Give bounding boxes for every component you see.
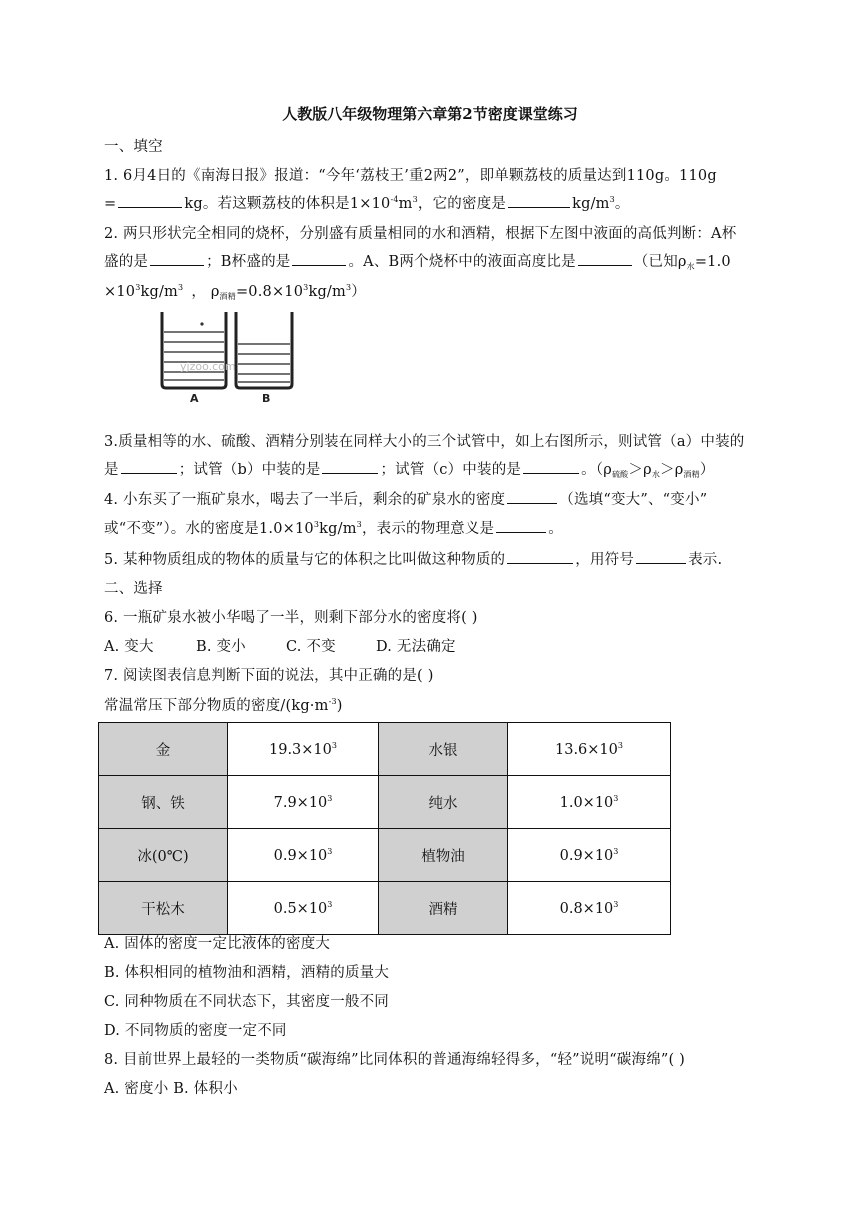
watermark: yjzoo.com [180,360,236,373]
superscript: 3 [356,520,362,529]
superscript: 3 [331,740,337,750]
superscript: 3 [609,195,615,204]
superscript: 3 [613,793,619,803]
table-cell-substance: 钢、铁 [99,776,228,829]
beaker-b [236,312,292,388]
choice-option[interactable]: B. 变小 [196,639,246,655]
text-run: ＞ρ [660,462,684,478]
text-run: kg/m [572,196,610,212]
superscript: 3 [327,899,333,909]
superscript: 3 [135,283,141,292]
table-cell-value [508,723,671,776]
text-run: （选填“变大”、“变小” [559,492,708,508]
table-cell-substance: 金 [99,723,228,776]
table-row [99,723,671,776]
answer-blank[interactable] [322,459,378,474]
table-cell-value [228,829,379,882]
table-cell-substance: 纯水 [379,776,508,829]
text-run: ，表示的物理意义是 [361,521,495,537]
table-cell-value [228,776,379,829]
question-3-text: 3.质量相等的水、硫酸、酒精分别装在同样大小的三个试管中，如上右图所示，则试管（a）中装的 [104,434,745,450]
text-run: 或“不变”）。水的密度是1.0×10 [104,521,314,537]
question-1-line-1 [104,164,717,185]
question-8-text: 8. 目前世界上最轻的一类物质“碳海绵”比同体积的普通海绵轻得多，“轻”说明“碳海绵”( ) [104,1052,686,1068]
table-cell-value [508,776,671,829]
answer-blank[interactable] [121,459,177,474]
text-run: 0.8×10 [559,900,614,917]
table-cell-substance: 水银 [379,723,508,776]
answer-blank[interactable] [508,193,570,208]
text-run: ；试管（b）中装的是 [178,462,321,478]
question-4-line-2 [104,517,563,538]
text-run: 0.9×10 [273,847,328,864]
text-run: ＞ρ [628,462,652,478]
text-run: =1.0 [694,254,731,270]
text-run: 4. 小东买了一瓶矿泉水，喝去了一半后，剩余的矿泉水的密度 [104,492,506,508]
subscript: 硫酸 [611,470,629,479]
question-7-option-b[interactable]: B. 体积相同的植物油和酒精，酒精的质量大 [104,965,390,981]
text-run: kg/m [308,284,346,300]
superscript: 3 [313,520,320,529]
section-heading-choice: 二、选择 [104,581,163,597]
superscript: 3 [412,195,418,204]
answer-blank[interactable] [636,549,686,564]
superscript: 3 [613,899,619,909]
text-run: ，用符号 [575,552,635,568]
answer-blank[interactable] [578,251,632,266]
subscript: 水 [651,470,661,479]
superscript: 3 [327,793,333,803]
text-run: =0.8×10 [235,284,304,300]
choice-option[interactable]: C. 不变 [286,639,336,655]
text-run: ×10 [104,284,136,300]
text-run: 。（ρ [581,462,612,478]
question-4-line-1 [104,488,707,509]
text-run: kg/m [319,521,357,537]
table-caption [104,694,343,715]
subscript: 水 [686,262,695,271]
text-run: 5. 某种物质组成的物体的质量与它的体积之比叫做这种物质的 [104,552,506,568]
table-cell-substance: 干松木 [99,882,228,935]
text-run: = [104,196,117,212]
superscript: 3 [613,846,619,856]
text-run: ；试管（c）中装的是 [380,462,522,478]
text-run: ；B杯盛的是 [206,254,291,270]
text-run: 是 [104,462,119,478]
answer-blank[interactable] [507,549,573,564]
text-run: 。A、B两个烧杯中的液面高度比是 [348,254,576,270]
table-cell-value [508,882,671,935]
text-run: 7.9×10 [273,794,328,811]
question-6-choices [104,635,456,656]
answer-blank[interactable] [118,193,182,208]
question-7-option-d[interactable]: D. 不同物质的密度一定不同 [104,1023,287,1039]
section-heading-fill: 一、填空 [104,139,163,155]
beaker-a-label: A [190,392,199,405]
question-2-line-1 [104,222,736,243]
table-row [99,882,671,935]
choice-option[interactable]: A. 变大 [104,639,154,655]
question-2-text: 2. 两只形状完全相同的烧杯，分别盛有质量相同的水和酒精，根据下左图中液面的高低判断：A杯 [104,226,737,242]
question-5-line [104,548,722,569]
text-run: 表示. [688,552,723,568]
table-cell-substance: 冰(0℃) [99,829,228,882]
question-7-option-c[interactable]: C. 同种物质在不同状态下，其密度一般不同 [104,994,389,1010]
table-cell-substance: 植物油 [379,829,508,882]
text-run: 0.5×10 [273,900,328,917]
question-7-text: 7. 阅读图表信息判断下面的说法，其中正确的是( ) [104,668,434,684]
choice-option[interactable]: D. 无法确定 [376,639,456,655]
text-run: 19.3×10 [269,741,332,758]
page-title: 人教版八年级物理第六章第2节密度课堂练习 [282,105,578,123]
density-table [98,722,671,935]
text-run: 。 [614,196,630,212]
beaker-figure [158,308,298,406]
text-run: 0.9×10 [559,847,614,864]
table-cell-value [228,882,379,935]
question-3-line-1 [104,430,744,451]
superscript: 3 [345,283,352,292]
text-run: ） [351,284,366,300]
superscript: 3 [303,283,309,292]
question-8-options[interactable]: A. 密度小 B. 体积小 [104,1081,238,1097]
text-run: 常温常压下部分物质的密度/(kg·m [104,698,329,714]
question-2-line-2 [104,250,731,272]
beaker-a [162,312,226,388]
superscript: 3 [178,283,184,292]
text-run: m [398,196,413,212]
answer-blank[interactable] [150,251,204,266]
subscript: 酒精 [683,470,700,479]
superscript: 3 [327,846,333,856]
table-row [99,776,671,829]
text-run: （已知ρ [633,254,687,270]
table-cell-value [508,829,671,882]
table-cell-substance: 酒精 [379,882,508,935]
beaker-b-label: B [262,392,271,405]
superscript: 3 [617,740,623,750]
answer-blank[interactable] [523,459,579,474]
table-cell-value [228,723,379,776]
question-1-text: 1. 6月4日的《南海日报》报道：“今年‘荔枝王’重2两2”，即单颗荔枝的质量达到110g。110g [104,168,717,184]
question-7-option-a[interactable]: A. 固体的密度一定比液体的密度大 [104,936,331,952]
question-1-line-2 [104,192,630,213]
text-run: ， ρ [191,284,220,300]
text-run: ) [336,698,343,714]
text-run: 盛的是 [104,254,149,270]
table-row [99,829,671,882]
text-run: 1.0×10 [559,794,614,811]
question-3-line-2 [104,458,715,480]
superscript: -3 [328,697,337,706]
text-run: 。 [548,521,563,537]
text-run: kg/m [140,284,179,300]
text-run: kg。若这颗荔枝的体积是1×10 [184,196,391,212]
question-6-text: 6. 一瓶矿泉水被小华喝了一半，则剩下部分水的密度将( ) [104,610,478,626]
text-run: ，它的密度是 [417,196,507,212]
answer-blank[interactable] [292,251,346,266]
superscript: -4 [390,195,399,204]
subscript: 酒精 [219,292,236,301]
text-run: 13.6×10 [555,741,618,758]
text-run: ） [699,462,715,478]
answer-blank[interactable] [496,518,546,533]
question-2-line-3 [104,280,366,302]
answer-blank[interactable] [507,489,557,504]
